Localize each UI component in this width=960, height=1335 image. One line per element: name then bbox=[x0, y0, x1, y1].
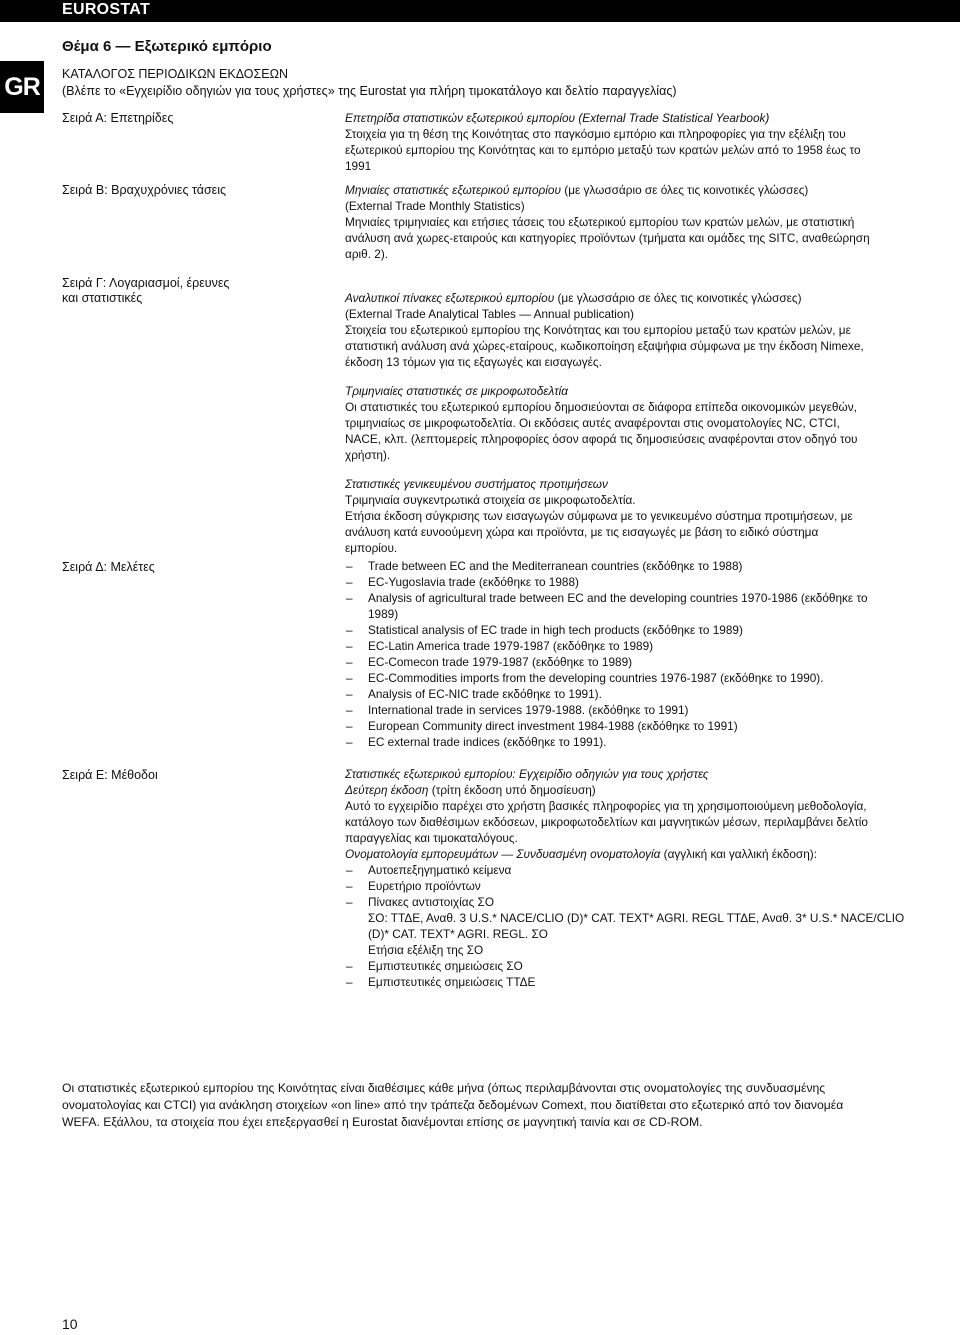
series-d-label: Σειρά Δ: Μελέτες bbox=[62, 560, 155, 574]
series-c-label-line: Σειρά Γ: Λογαριασμοί, έρευνες bbox=[62, 276, 230, 290]
text-line: (External Trade Monthly Statistics) bbox=[345, 199, 525, 213]
text-line: NACE, κλπ. (λεπτομερείς πληροφορίες όσον αφορά τις δημοσιεύσεις αναφέρονται στον οδηγό του bbox=[345, 432, 858, 446]
series-d-list bbox=[345, 558, 959, 750]
list-item: – EC external trade indices (εκδόθηκε το 1991). bbox=[345, 734, 959, 750]
series-e-label: Σειρά Ε: Μέθοδοι bbox=[62, 768, 158, 782]
header-bar bbox=[0, 0, 960, 22]
series-e-content bbox=[345, 766, 959, 990]
series-e-nomenclature-title: Ονοματολογία εμπορευμάτων — Συνδυασμένη ονοματολογία bbox=[345, 847, 661, 861]
text-line: ανάλυση κατά ευνοούμενη χώρα και προϊόντα, με τις εισαγωγές με βάση το ειδικό σύστημα bbox=[345, 525, 819, 539]
text-line: Ετήσια έκδοση σύγκρισης των εισαγωγών σύμφωνα με το γενικευμένο σύστημα προτιμήσεων, με bbox=[345, 509, 853, 523]
series-b-content bbox=[345, 182, 959, 262]
text-line: 1991 bbox=[345, 159, 372, 173]
text-line: Τριμηνιαία συγκεντρωτικά στοιχεία σε μικροφωτοδελτία. bbox=[345, 493, 636, 507]
text-line: τριμηνιαίως σε μικροφωτοδελτία. Οι εκδόσεις αυτές αναφέρονται στις ονοματολογίες NC, CTCI, bbox=[345, 416, 840, 430]
list-item: – International trade in services 1979-1988. (εκδόθηκε το 1991) bbox=[345, 702, 959, 718]
list-item-continuation: 1989) bbox=[368, 607, 399, 621]
list-item: – EC-Commodities imports from the developing countries 1976-1987 (εκδόθηκε το 1990). bbox=[345, 670, 959, 686]
text-line: WEFA. Εξάλλου, τα στοιχεία που έχει επεξεργασθεί η Eurostat διανέμονται επίσης σε μαγνητική ταινία και σε CD-ROM. bbox=[62, 1115, 703, 1129]
series-b-title: Μηνιαίες στατιστικές εξωτερικού εμπορίου bbox=[345, 183, 561, 197]
catalog-title: ΚΑΤΑΛΟΓΟΣ ΠΕΡΙΟΔΙΚΩΝ ΕΚΔΟΣΕΩΝ bbox=[62, 67, 288, 81]
catalog-note: (Βλέπε το «Εγχειρίδιο οδηγιών για τους χρήστες» της Eurostat για πλήρη τιμοκατάλογο και δελτίο παραγγελίας) bbox=[62, 84, 677, 98]
text-line: (External Trade Analytical Tables — Annual publication) bbox=[345, 307, 634, 321]
series-c-pub2-title: Τριμηνιαίες στατιστικές σε μικροφωτοδελτία bbox=[345, 384, 569, 398]
list-item: – Statistical analysis of EC trade in high tech products (εκδόθηκε το 1989) bbox=[345, 622, 959, 638]
list-item: – Analysis of EC-NIC trade εκδόθηκε το 1991). bbox=[345, 686, 959, 702]
text-line: εξωτερικού εμπορίου της Κοινότητας και το εμπόριο μεταξύ των κρατών μελών από το 1958 έως το bbox=[345, 143, 861, 157]
series-e-nomenclature-note: (αγγλική και γαλλική έκδοση): bbox=[660, 847, 817, 861]
list-item: – EC-Comecon trade 1979-1987 (εκδόθηκε το 1989) bbox=[345, 654, 959, 670]
list-item-continuation: Ετήσια εξέλιξη της ΣΟ bbox=[368, 943, 484, 957]
series-c-content bbox=[345, 290, 959, 556]
text-line: ανάλυση ανά χωρες-εταιρούς και κατηγορίες προϊόντων (τμήματα και ομάδες της SITC, αναθεώρηση bbox=[345, 231, 870, 245]
text-line: κατάλογο των διαθέσιμων εκδόσεων, μικροφωτοδελτίων και μαγνητικών μέσων, περιλαμβάνει δελτίο bbox=[345, 815, 868, 829]
series-b-label: Σειρά Β: Βραχυχρόνιες τάσεις bbox=[62, 183, 227, 197]
series-e-guide-title: Στατιστικές εξωτερικού εμπορίου: Εγχειρίδιο οδηγιών για τους χρήστες bbox=[345, 767, 709, 781]
series-c-pub1-title: Αναλυτικοί πίνακες εξωτερικού εμπορίου bbox=[345, 291, 555, 305]
text-line: Στοιχεία για τη θέση της Κοινότητας στο παγκόσμιο εμπόριο και πληροφορίες για την εξέλιξη του bbox=[345, 127, 846, 141]
list-item: – Analysis of agricultural trade between EC and the developing countries 1970-1986 (εκδόθηκε το bbox=[345, 590, 959, 606]
list-item-continuation: (D)* CAT. TEXT* AGRI. REGL. ΣΟ bbox=[368, 927, 548, 941]
list-item: – Εμπιστευτικές σημειώσεις ΣΟ bbox=[345, 958, 959, 974]
list-item: – EC-Yugoslavia trade (εκδόθηκε το 1988) bbox=[345, 574, 959, 590]
series-c-label-line: και στατιστικές bbox=[62, 291, 143, 305]
text-line: Οι στατιστικές εξωτερικού εμπορίου της Κοινότητας είναι διαθέσιμες κάθε μήνα (όπως περιλαμβάνονται στις ονοματολογίες της συνδυασμένης bbox=[62, 1081, 826, 1095]
series-c-pub3-title: Στατιστικές γενικευμένου συστήματος προτιμήσεων bbox=[345, 477, 608, 491]
text-line: αριθ. 2). bbox=[345, 247, 389, 261]
list-item: – Αυτοεπεξηγηματικό κείμενα bbox=[345, 862, 959, 878]
page-title: Θέμα 6 — Εξωτερικό εμπόριο bbox=[62, 38, 272, 55]
text-line: εμπορίου. bbox=[345, 541, 398, 555]
series-e-guide-edition: Δεύτερη έκδοση bbox=[345, 783, 429, 797]
page-number: 10 bbox=[62, 1316, 78, 1332]
list-item: – European Community direct investment 1984-1988 (εκδόθηκε το 1991) bbox=[345, 718, 959, 734]
list-item: – Trade between EC and the Mediterranean countries (εκδόθηκε το 1988) bbox=[345, 558, 959, 574]
text-line: παραγγελίας και τιμοκαταλόγους. bbox=[345, 831, 518, 845]
text-line: στατιστική ανάλυση ανά χώρες-εταίρους, κωδικοποίηση εξαψήφια σύμφωνα με την έκδοση Nimexe, bbox=[345, 339, 864, 353]
series-a-title: Επετηρίδα στατιστικών εξωτερικού εμπορίου (External Trade Statistical Yearbook) bbox=[345, 111, 770, 125]
text-line: Οι στατιστικές του εξωτερικού εμπορίου δημοσιεύονται σε διάφορα επίπεδα οικονομικών μεγεθών, bbox=[345, 400, 857, 414]
list-item: – EC-Latin America trade 1979-1987 (εκδόθηκε το 1989) bbox=[345, 638, 959, 654]
text-line: ονοματολογίας και CTCI) για ανάκληση στοιχείων «on line» από την τράπεζα δεδομένων Comext, που διατίθεται στο εξωτερικό από τον διανομέα bbox=[62, 1098, 844, 1112]
text-line: χρήστη). bbox=[345, 448, 391, 462]
list-item-continuation: ΣΟ: ΤΤΔΕ, Αναθ. 3 U.S.* NACE/CLIO (D)* CAT. TEXT* AGRI. REGL ΤΤΔΕ, Αναθ. 3* U.S.* NACE/CLIO bbox=[368, 911, 905, 925]
text-line: Στοιχεία του εξωτερικού εμπορίου της Κοινότητας και του εμπορίου μεταξύ των κρατών μελών, με bbox=[345, 323, 851, 337]
list-item: – Πίνακες αντιστοιχίας ΣΟ bbox=[345, 894, 959, 910]
text-line: Μηνιαίες τριμηνιαίες και ετήσιες τάσεις του εξωτερικού εμπορίου των κρατών μελών, με στατιστική bbox=[345, 215, 855, 229]
series-b-title-note: (με γλωσσάριο σε όλες τις κοινοτικές γλώσσες) bbox=[560, 183, 809, 197]
text-line: Αυτό το εγχειρίδιο παρέχει στο χρήστη βασικές πληροφορίες για τη χρησιμοποιούμενη μεθοδολογία, bbox=[345, 799, 867, 813]
bottom-note bbox=[62, 1080, 958, 1131]
text-line: έκδοση 13 τόμων για τις εξαγωγές και εισαγωγές. bbox=[345, 355, 602, 369]
series-c-label bbox=[62, 276, 229, 306]
list-item: – Εμπιστευτικές σημειώσεις ΤΤΔΕ bbox=[345, 974, 959, 990]
language-tab: GR bbox=[0, 61, 44, 113]
series-a-content bbox=[345, 110, 959, 174]
series-c-pub1-title-note: (με γλωσσάριο σε όλες τις κοινοτικές γλώσσες) bbox=[554, 291, 802, 305]
series-e-guide-edition-note: (τρίτη έκδοση υπό δημοσίευση) bbox=[428, 783, 596, 797]
list-item: – Ευρετήριο προϊόντων bbox=[345, 878, 959, 894]
series-a-label: Σειρά Α: Επετηρίδες bbox=[62, 111, 174, 125]
brand-label: EUROSTAT bbox=[62, 1, 151, 18]
